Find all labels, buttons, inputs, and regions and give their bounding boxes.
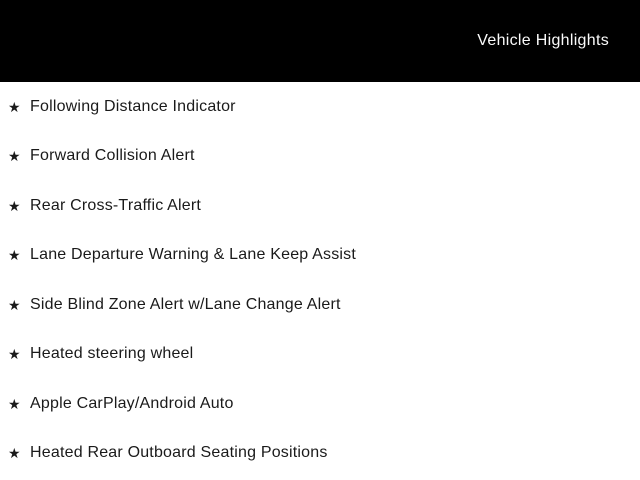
list-item bbox=[0, 82, 640, 132]
list-item-label: Rear Cross-Traffic Alert bbox=[30, 196, 202, 214]
star-icon: ★ bbox=[8, 346, 21, 363]
list-item-label: Apple CarPlay/Android Auto bbox=[30, 394, 234, 412]
list-item bbox=[0, 429, 640, 479]
list-item-label: Heated Rear Outboard Seating Positions bbox=[30, 444, 328, 462]
list-item bbox=[0, 379, 640, 429]
star-icon: ★ bbox=[8, 148, 21, 165]
header-banner bbox=[0, 0, 640, 82]
star-icon: ★ bbox=[8, 197, 21, 214]
star-icon: ★ bbox=[8, 98, 21, 115]
list-item-label: Side Blind Zone Alert w/Lane Change Alert bbox=[30, 295, 341, 313]
star-icon: ★ bbox=[8, 296, 21, 313]
list-item-label: Forward Collision Alert bbox=[30, 147, 195, 165]
list-item bbox=[0, 231, 640, 281]
list-item bbox=[0, 181, 640, 231]
list-item bbox=[0, 132, 640, 182]
list-item-label: Lane Departure Warning & Lane Keep Assist bbox=[30, 246, 357, 264]
list-item bbox=[0, 280, 640, 330]
highlight-list bbox=[0, 82, 640, 480]
list-item-label: Following Distance Indicator bbox=[30, 97, 236, 115]
star-icon: ★ bbox=[8, 395, 21, 412]
star-icon: ★ bbox=[8, 445, 21, 462]
list-item-label: Heated steering wheel bbox=[30, 345, 194, 363]
star-icon: ★ bbox=[8, 247, 21, 264]
list-item bbox=[0, 330, 640, 380]
page-title: Vehicle Highlights bbox=[477, 32, 609, 49]
